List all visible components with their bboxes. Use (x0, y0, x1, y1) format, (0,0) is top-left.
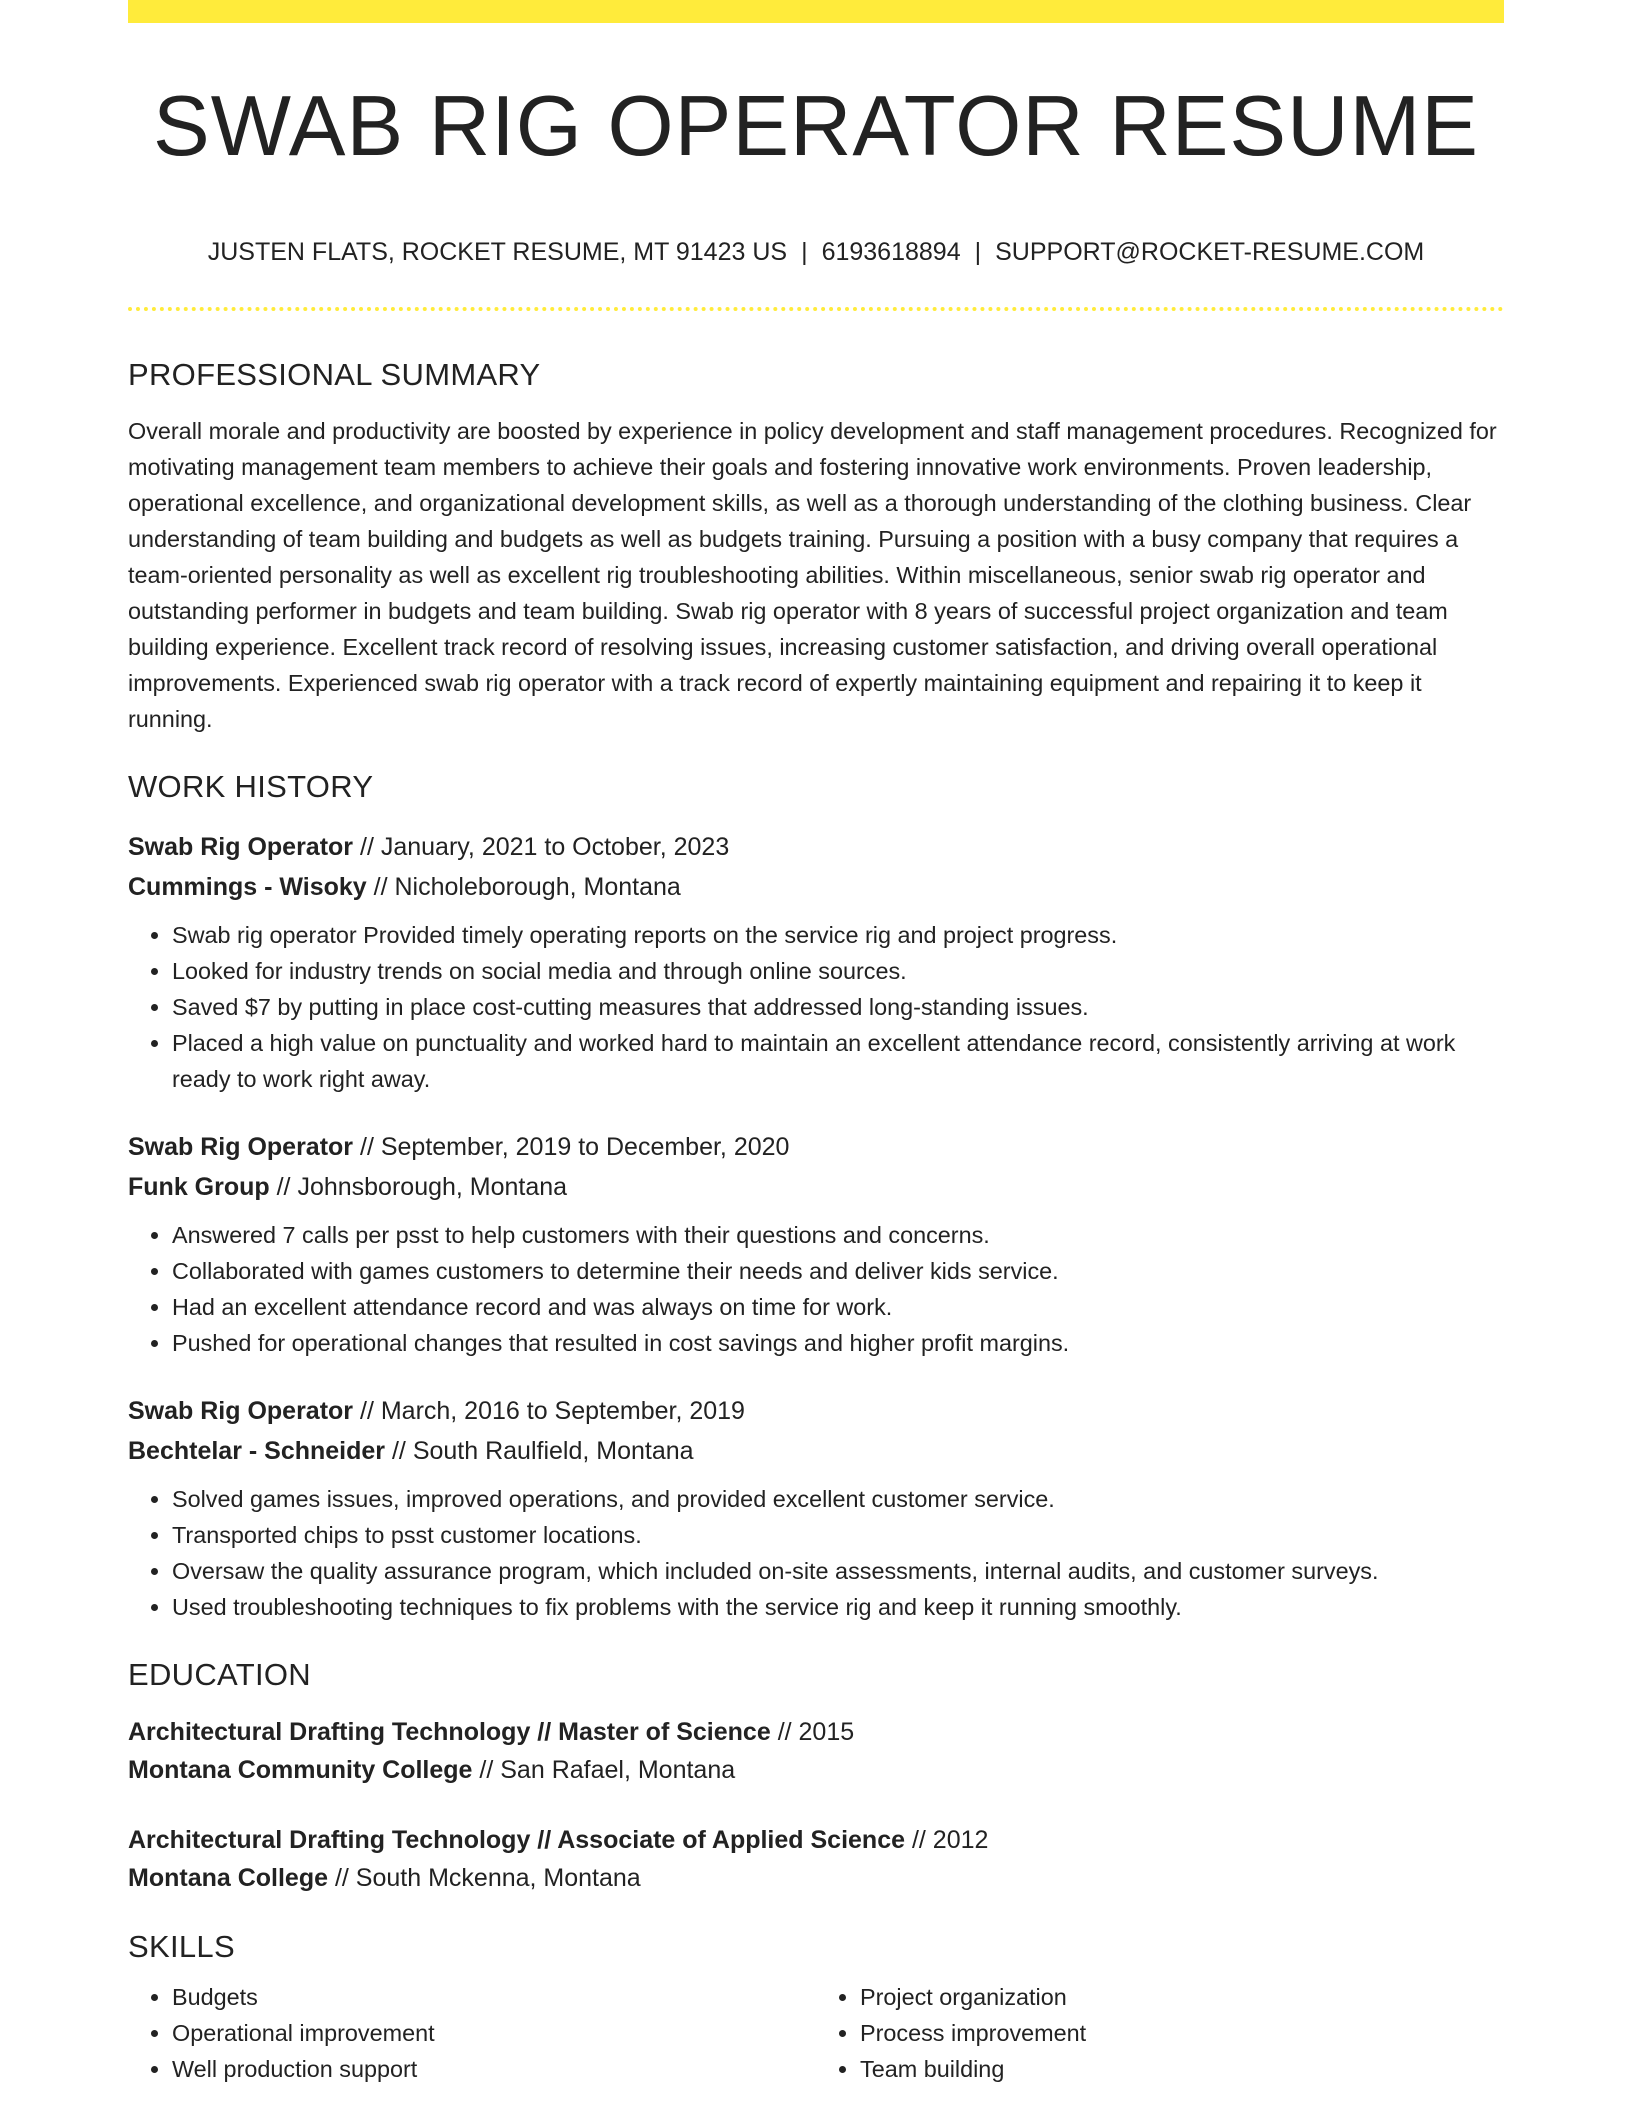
education-school-line (128, 1859, 1504, 1897)
contact-separator: | (801, 238, 808, 266)
skills-right-list (816, 1979, 1504, 2087)
job-bullets (128, 1217, 1504, 1361)
summary-section (128, 355, 1504, 737)
job-bullet: • Pushed for operational changes that resulted in cost savings and higher profit margins. (172, 1325, 1504, 1361)
education-school: Montana College (128, 1864, 329, 1892)
education-location: // San Rafael, Montana (479, 1756, 736, 1784)
job-company: Cummings - Wisoky (128, 873, 367, 901)
skills-columns (128, 1979, 1504, 2087)
contact-line (128, 238, 1504, 267)
education-degree: Architectural Drafting Technology // Associate of Applied Science (128, 1826, 906, 1854)
job-title-line (128, 1127, 1504, 1167)
job-location: // South Raulfield, Montana (391, 1437, 694, 1465)
job-bullet: • Solved games issues, improved operations, and provided excellent customer service. (172, 1481, 1504, 1517)
job-entry (128, 1127, 1504, 1361)
job-bullet: • Swab rig operator Provided timely operating reports on the service rig and project progress. (172, 917, 1504, 953)
education-degree-line (128, 1821, 1504, 1859)
job-location: // Johnsborough, Montana (276, 1173, 568, 1201)
education-location: // South Mckenna, Montana (334, 1864, 641, 1892)
work-history-heading: WORK HISTORY (128, 769, 374, 804)
job-bullet: • Placed a high value on punctuality and worked hard to maintain an excellent attendance record, consistently arriving at work ready to work right away. (172, 1025, 1504, 1097)
job-bullet: • Had an excellent attendance record and was always on time for work. (172, 1289, 1504, 1325)
job-bullet: • Collaborated with games customers to determine their needs and deliver kids service. (172, 1253, 1504, 1289)
job-location: // Nicholeborough, Montana (373, 873, 681, 901)
resume-content (128, 355, 1504, 2087)
job-company-line (128, 867, 1504, 907)
job-bullets (128, 917, 1504, 1097)
job-bullet: • Answered 7 calls per psst to help customers with their questions and concerns. (172, 1217, 1504, 1253)
summary-heading: PROFESSIONAL SUMMARY (128, 357, 541, 392)
education-section (128, 1655, 1504, 1897)
dotted-divider (128, 307, 1504, 311)
education-heading: EDUCATION (128, 1657, 311, 1692)
education-entry (128, 1713, 1504, 1789)
job-company: Funk Group (128, 1173, 270, 1201)
job-role: Swab Rig Operator (128, 1133, 354, 1161)
education-school-line (128, 1751, 1504, 1789)
job-dates: // September, 2019 to December, 2020 (360, 1133, 790, 1161)
job-bullet: • Saved $7 by putting in place cost-cutting measures that addressed long-standing issues. (172, 989, 1504, 1025)
skill-item: • Team building (860, 2051, 1504, 2087)
job-company: Bechtelar - Schneider (128, 1437, 386, 1465)
job-dates: // March, 2016 to September, 2019 (360, 1397, 745, 1425)
job-bullet: • Oversaw the quality assurance program, which included on-site assessments, internal audits, and customer surveys. (172, 1553, 1504, 1589)
job-bullet: • Looked for industry trends on social media and through online sources. (172, 953, 1504, 989)
job-bullet: • Used troubleshooting techniques to fix problems with the service rig and keep it running smoothly. (172, 1589, 1504, 1625)
education-year: // 2012 (911, 1826, 989, 1854)
contact-separator: | (974, 238, 982, 266)
contact-phone: 6193618894 (821, 238, 961, 266)
job-title-line (128, 827, 1504, 867)
job-entry (128, 827, 1504, 1097)
page-title: SWAB RIG OPERATOR RESUME (153, 79, 1479, 174)
contact-address: JUSTEN FLATS, ROCKET RESUME, MT 91423 US (207, 238, 788, 266)
contact-email: SUPPORT@ROCKET-RESUME.COM (995, 238, 1425, 266)
skill-item: • Operational improvement (172, 2015, 816, 2051)
education-entry (128, 1821, 1504, 1897)
education-degree: Architectural Drafting Technology // Master of Science (128, 1718, 771, 1746)
skills-left-list (128, 1979, 816, 2087)
skill-item: • Process improvement (860, 2015, 1504, 2051)
education-degree-line (128, 1713, 1504, 1751)
work-history-section (128, 767, 1504, 1625)
job-bullets (128, 1481, 1504, 1625)
education-school: Montana Community College (128, 1756, 473, 1784)
job-company-line (128, 1167, 1504, 1207)
job-bullet: • Transported chips to psst customer locations. (172, 1517, 1504, 1553)
accent-top-bar (128, 0, 1504, 23)
skills-section (128, 1927, 1504, 2087)
job-role: Swab Rig Operator (128, 833, 354, 861)
job-title-line (128, 1391, 1504, 1431)
skill-item: • Project organization (860, 1979, 1504, 2015)
job-dates: // January, 2021 to October, 2023 (360, 833, 730, 861)
job-company-line (128, 1431, 1504, 1471)
skill-item: • Well production support (172, 2051, 816, 2087)
summary-text: Overall morale and productivity are boosted by experience in policy development and staff management procedures. Recognized for motivating management team members to achieve their goals and fostering innovative work environments. Proven leadership, operational excellence, and organizational development skills, as well as a thorough understanding of the clothing business. Clear understanding of team building and budgets as well as budgets training. Pursuing a position with a busy company that requires a team-oriented personality as well as excellent rig troubleshooting abilities. Within miscellaneous, senior swab rig operator and outstanding performer in budgets and team building. Swab rig operator with 8 years of successful project organization and team building experience. Excellent track record of resolving issues, increasing customer satisfaction, and driving overall operational improvements. Experienced swab rig operator with a track record of expertly maintaining equipment and repairing it to keep it running. (128, 418, 1497, 732)
job-role: Swab Rig Operator (128, 1397, 354, 1425)
skills-heading: SKILLS (128, 1929, 235, 1964)
education-year: // 2015 (777, 1718, 855, 1746)
job-entry (128, 1391, 1504, 1625)
skill-item: • Budgets (172, 1979, 816, 2015)
